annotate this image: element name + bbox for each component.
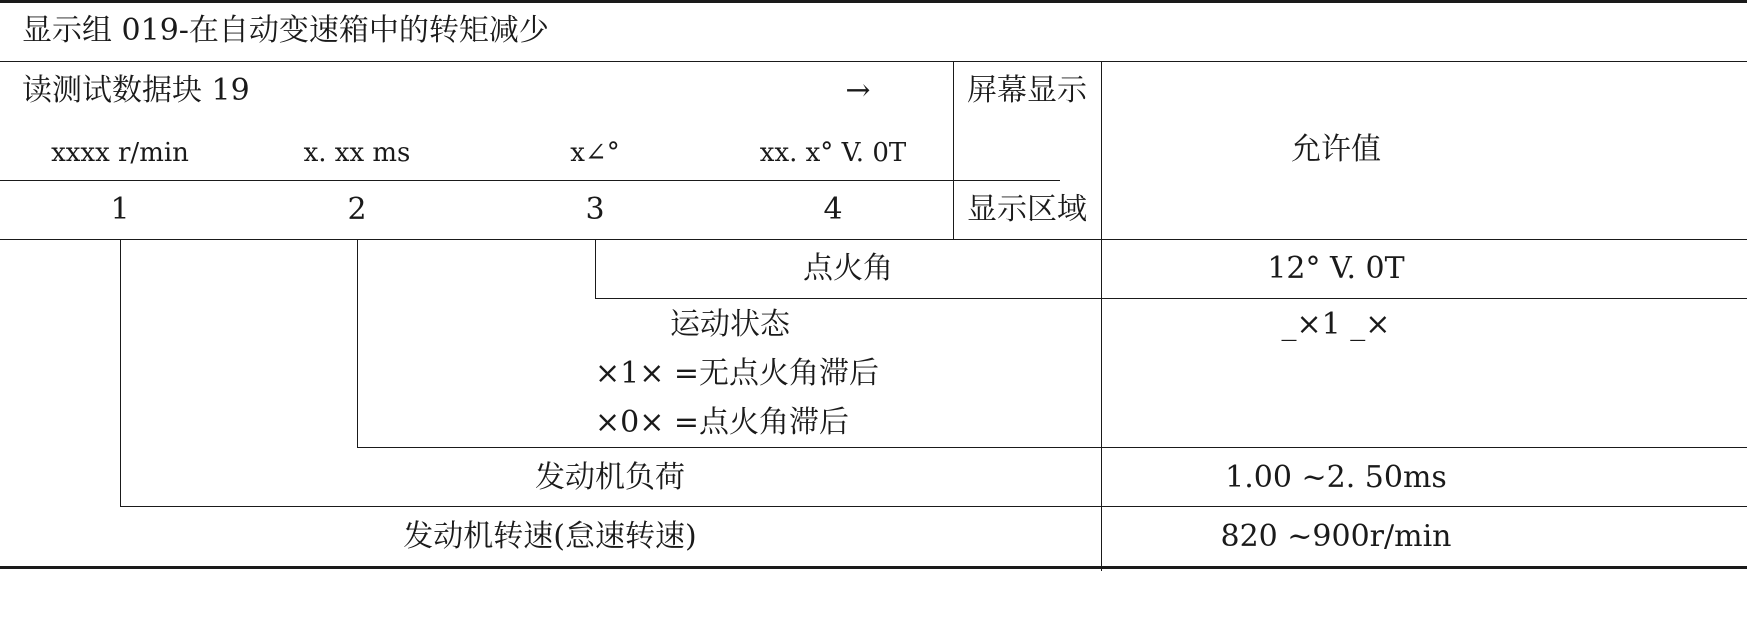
engine-load-row-divider <box>120 506 1747 507</box>
bracket-line-field-1 <box>120 239 121 507</box>
motion-state-name: 运动状态 <box>670 307 790 342</box>
table-title: 显示组 019-在自动变速箱中的转矩减少 <box>22 13 549 48</box>
engine-speed-value: 820 ~900r/min <box>1220 519 1452 554</box>
engine-load-name: 发动机负荷 <box>535 460 685 495</box>
ignition-angle-row-divider <box>595 298 1747 299</box>
title-divider <box>0 61 1747 62</box>
top-border <box>0 0 1747 3</box>
header-divider <box>0 180 1060 181</box>
field-3-number: 3 <box>585 192 605 227</box>
motion-state-note-2: ×0× =点火角滞后 <box>595 405 850 440</box>
read-block-label: 读测试数据块 19 <box>22 73 250 108</box>
field-3-format: x∠° <box>570 138 620 168</box>
header-bottom-border <box>0 239 1747 240</box>
ignition-angle-value: 12° V. 0T <box>1267 251 1405 286</box>
screen-display-left-border <box>953 61 954 239</box>
motion-state-note-1: ×1× =无点火角滞后 <box>595 356 880 391</box>
screen-display-label: 屏幕显示 <box>967 73 1087 108</box>
engine-load-value: 1.00 ~2. 50ms <box>1225 460 1447 495</box>
motion-state-value: _×1 _× <box>1281 307 1391 342</box>
field-1-number: 1 <box>110 192 130 227</box>
bracket-line-field-3 <box>595 239 596 299</box>
field-1-format: xxxx r/min <box>51 138 189 168</box>
arrow-right-icon: → <box>845 73 871 108</box>
field-2-number: 2 <box>347 192 367 227</box>
bottom-border <box>0 566 1747 569</box>
motion-state-row-divider <box>357 447 1747 448</box>
ignition-angle-name: 点火角 <box>803 251 893 286</box>
engine-speed-name: 发动机转速(怠速转速) <box>403 519 697 554</box>
field-4-number: 4 <box>823 192 843 227</box>
display-area-label: 显示区域 <box>967 192 1087 227</box>
field-4-format: xx. x° V. 0T <box>759 138 907 168</box>
allowed-value-label: 允许值 <box>1291 132 1381 167</box>
bracket-line-field-2 <box>357 239 358 448</box>
allowed-value-column-border <box>1101 61 1102 571</box>
field-2-format: x. xx ms <box>303 138 411 168</box>
